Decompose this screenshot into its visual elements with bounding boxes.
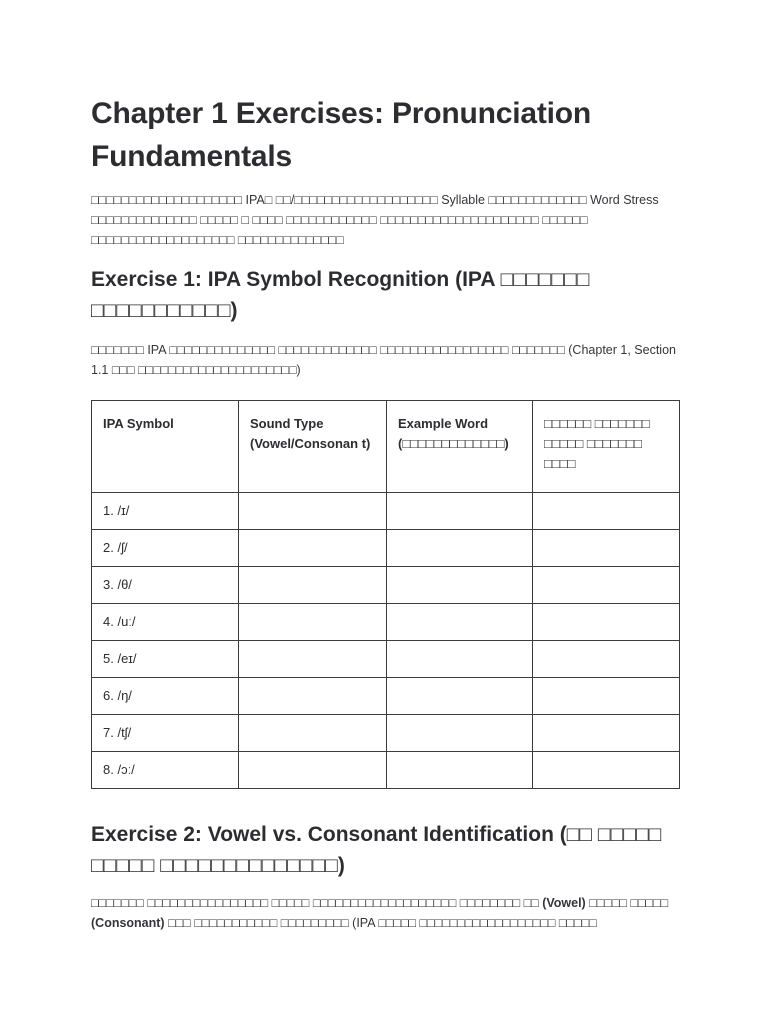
answer-cell[interactable] (533, 715, 680, 752)
answer-cell[interactable] (239, 678, 387, 715)
ipa-table (91, 400, 680, 789)
answer-cell[interactable] (387, 530, 533, 567)
page-title: Chapter 1 Exercises: Pronunciation Fundamentals (91, 97, 592, 173)
ipa-cell: 5. /eɪ/ (92, 641, 239, 678)
answer-cell[interactable] (533, 530, 680, 567)
answer-cell[interactable] (239, 715, 387, 752)
exercise-1-title: Exercise 1: IPA Symbol Recognition (IPA □□□□□□□ □□□□□□□□□□□) (91, 268, 590, 322)
answer-cell[interactable] (387, 678, 533, 715)
ipa-cell: 7. /tʃ/ (92, 715, 239, 752)
answer-cell[interactable] (533, 678, 680, 715)
table-row (92, 715, 680, 752)
table-row (92, 493, 680, 530)
header-fourth-column: □□□□□□ □□□□□□□ □□□□□ □□□□□□□ □□□□ (533, 401, 680, 493)
answer-cell[interactable] (533, 752, 680, 789)
table-row (92, 641, 680, 678)
answer-cell[interactable] (387, 752, 533, 789)
header-sound-type: Sound Type (Vowel/Consonan t) (239, 401, 387, 493)
consonant-term: (Consonant) (91, 916, 165, 930)
ipa-cell: 8. /ɔː/ (92, 752, 239, 789)
exercise-2-description (91, 893, 679, 933)
ipa-cell: 6. /ŋ/ (92, 678, 239, 715)
answer-cell[interactable] (387, 604, 533, 641)
answer-cell[interactable] (533, 493, 680, 530)
answer-cell[interactable] (239, 641, 387, 678)
answer-cell[interactable] (239, 752, 387, 789)
document-content (91, 92, 679, 933)
answer-cell[interactable] (239, 567, 387, 604)
ipa-cell: 2. /ʃ/ (92, 530, 239, 567)
table-row (92, 530, 680, 567)
table-header-row (92, 401, 680, 493)
exercise-2-desc-part1: □□□□□□□ □□□□□□□□□□□□□□□□ □□□□□ □□□□□□□□□□□□□□□□□□□ □□□□□□□□ □□ (91, 896, 543, 910)
answer-cell[interactable] (533, 604, 680, 641)
answer-cell[interactable] (387, 715, 533, 752)
answer-cell[interactable] (239, 493, 387, 530)
answer-cell[interactable] (533, 567, 680, 604)
ipa-cell: 3. /θ/ (92, 567, 239, 604)
table-row (92, 567, 680, 604)
exercise-2-title: Exercise 2: Vowel vs. Consonant Identification (□□ □□□□□ □□□□□ □□□□□□□□□□□□□□) (91, 823, 662, 877)
ipa-cell: 1. /ɪ/ (92, 493, 239, 530)
answer-cell[interactable] (387, 641, 533, 678)
exercise-2-desc-part2: □□□□□ □□□□□ (585, 896, 669, 910)
intro-paragraph: □□□□□□□□□□□□□□□□□□□□ IPA□ □□/□□□□□□□□□□□□□□□□□□□ Syllable □□□□□□□□□□□□□ Word Stress □□□□□□□□□□□□□□ □□□□□ □ □□□□ □□□□□□□□□□□□ □□□□□□□□□□□□□□□□□□□□□ □□□□□□ □□□□□□□□□□□□□□□□□□□ □□□□□□□□□□□□□□ (91, 193, 659, 247)
header-ipa-symbol: IPA Symbol (92, 401, 239, 493)
table-row (92, 604, 680, 641)
exercise-2-desc-part3: □□□ □□□□□□□□□□□ □□□□□□□□□ (IPA □□□□□ □□□□□□□□□□□□□□□□□□ □□□□□ (164, 916, 597, 930)
answer-cell[interactable] (533, 641, 680, 678)
ipa-cell: 4. /uː/ (92, 604, 239, 641)
vowel-term: (Vowel) (542, 896, 586, 910)
answer-cell[interactable] (387, 567, 533, 604)
exercise-1-description: □□□□□□□ IPA □□□□□□□□□□□□□□ □□□□□□□□□□□□□ □□□□□□□□□□□□□□□□□ □□□□□□□ (Chapter 1, Section 1.1 □□□ □□□□□□□□□□□□□□□□□□□□□) (91, 343, 676, 377)
answer-cell[interactable] (239, 530, 387, 567)
table-row (92, 678, 680, 715)
table-row (92, 752, 680, 789)
answer-cell[interactable] (239, 604, 387, 641)
header-example-word: Example Word (□□□□□□□□□□□□□) (387, 401, 533, 493)
answer-cell[interactable] (387, 493, 533, 530)
